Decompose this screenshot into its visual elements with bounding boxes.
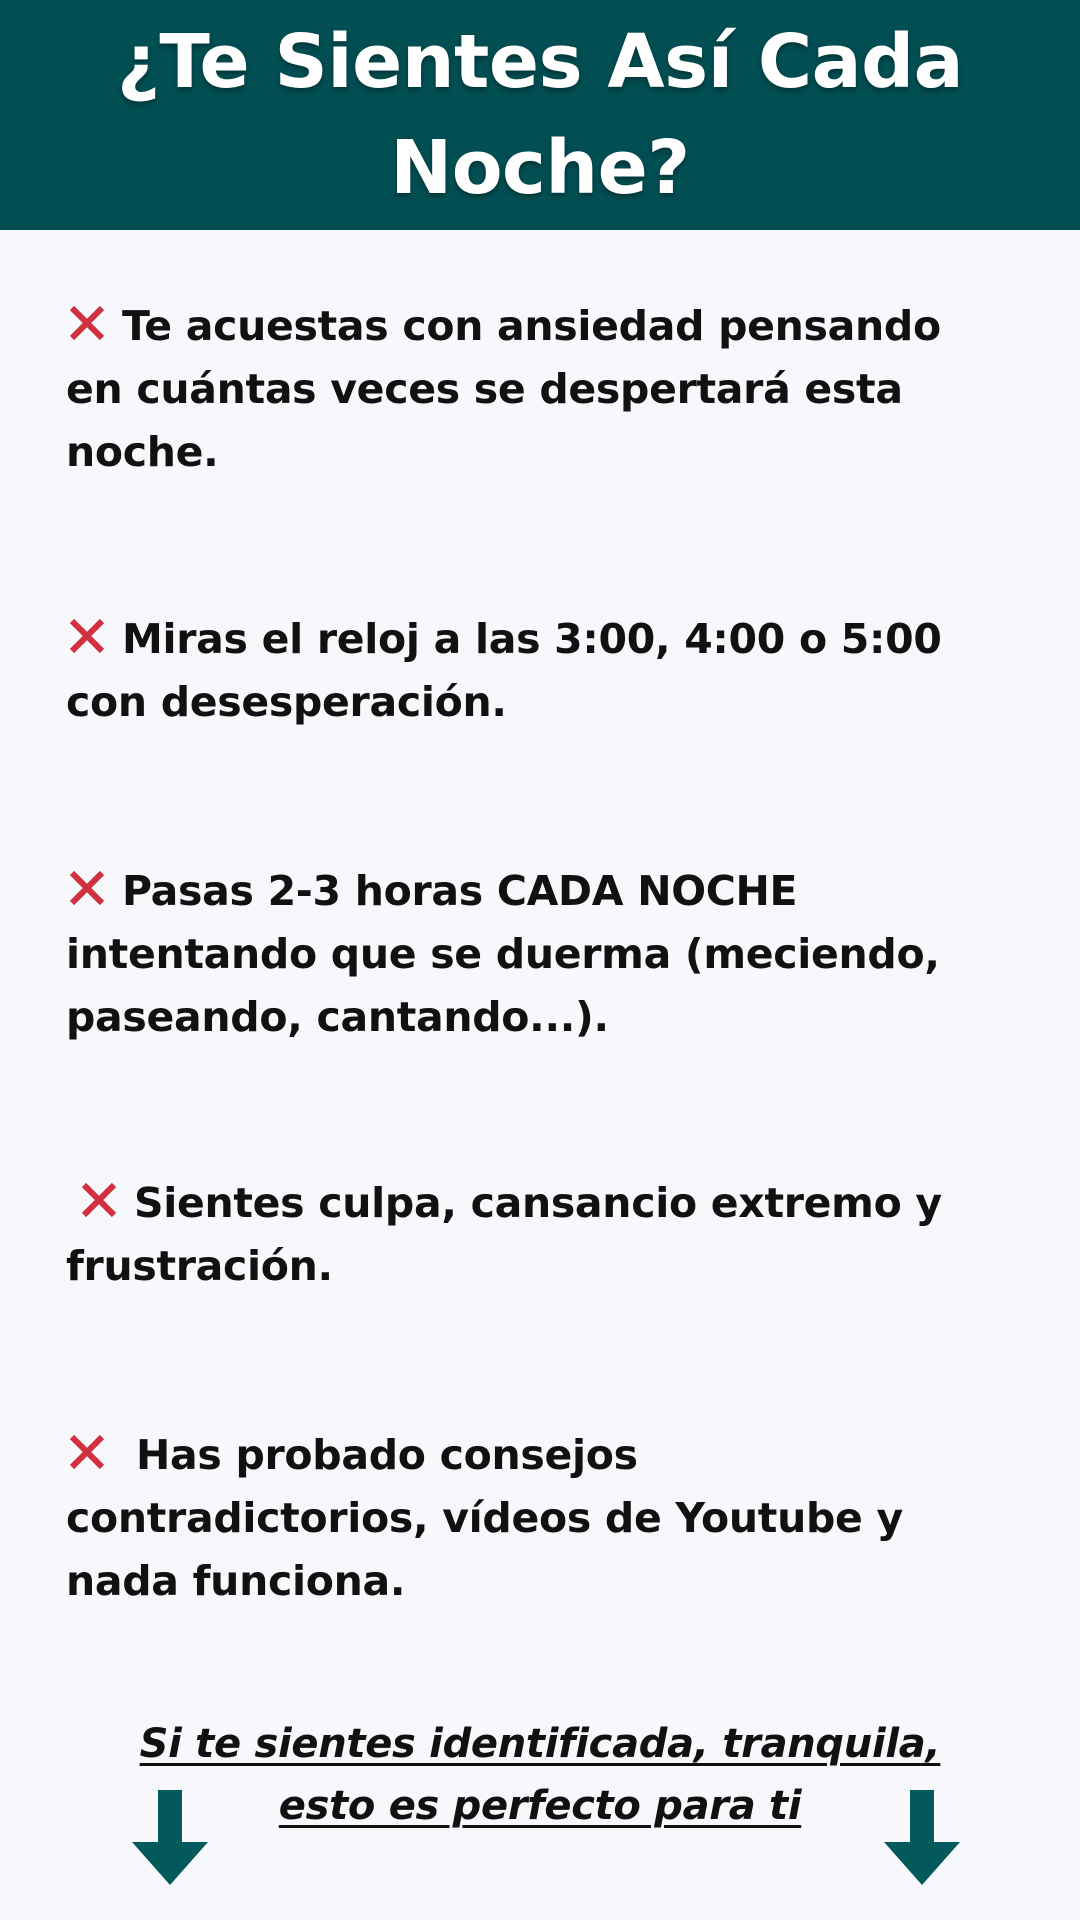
header-banner (0, 0, 1080, 230)
cross-icon (78, 1179, 120, 1221)
cta-line-1: Si te sientes identificada, tranquila, (139, 1721, 941, 1767)
list-item (66, 1424, 1006, 1613)
list-item (66, 1172, 1006, 1298)
list-item-text: Pasas 2-3 horas CADA NOCHE intentando que se duerma (meciendo, paseando, cantando...). (66, 867, 940, 1041)
list-item (66, 860, 1006, 1049)
list-item (66, 608, 1006, 734)
page-title-line-2: Noche? (390, 125, 690, 211)
page-title (90, 9, 990, 221)
list-item-text: Sientes culpa, cansancio extremo y frustración. (66, 1179, 942, 1290)
arrow-down-icon (884, 1790, 960, 1885)
list-item-text: Te acuestas con ansiedad pensando en cuántas veces se despertará esta noche. (66, 302, 941, 476)
list-item-text: Miras el reloj a las 3:00, 4:00 o 5:00 con desesperación. (66, 615, 942, 726)
list-item (66, 295, 1006, 484)
page-title-line-1: ¿Te Sientes Así Cada (116, 19, 964, 105)
cross-icon (66, 615, 108, 657)
arrow-down-icon (132, 1790, 208, 1885)
cross-icon (66, 302, 108, 344)
cta-line-2: esto es perfecto para ti (278, 1783, 802, 1829)
cross-icon (66, 1431, 108, 1473)
cross-icon (66, 867, 108, 909)
list-item-text: Has probado consejos contradictorios, vídeos de Youtube y nada funciona. (66, 1431, 903, 1605)
